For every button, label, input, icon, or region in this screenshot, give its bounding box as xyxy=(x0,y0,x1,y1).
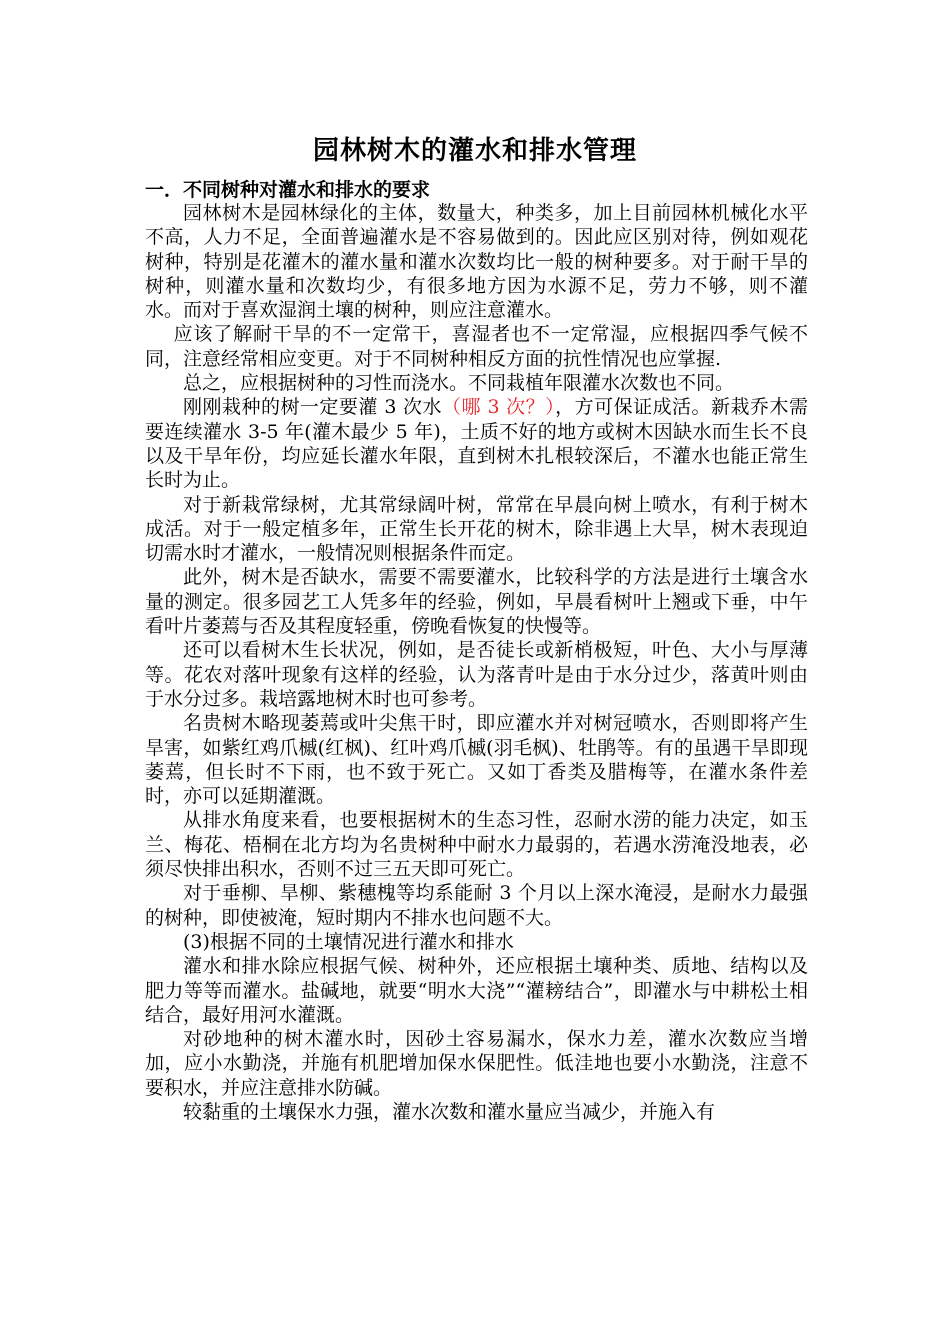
paragraph-4-start: 刚刚栽种的树一定要灌 3 次水 xyxy=(183,396,443,419)
paragraph-5: 对于新栽常绿树，尤其常绿阔叶树，常常在早晨向树上喷水，有利于树木成活。对于一般定植多年，正常生长开花的树木，除非遇上大旱，树木表现迫切需水时才灌水，一般情况则根据条件而定。 xyxy=(145,493,808,565)
paragraph-2: 应该了解耐干旱的不一定常干，喜湿者也不一定常湿，应根据四季气候不同，注意经常相应变更。对于不同树种相反方面的抗性情况也应掌握. xyxy=(145,323,808,370)
document-body xyxy=(145,201,808,1124)
paragraph-8: 名贵树木略现萎蔫或叶尖焦干时，即应灌水并对树冠喷水，否则即将产生旱害，如紫红鸡爪槭(红枫)、红叶鸡爪槭(羽毛枫)、牡鹃等。有的虽遇干旱即现萎蔫，但长时不下雨，也不致于死亡。又如丁香类及腊梅等，在灌水条件差时，亦可以延期灌溉。 xyxy=(145,712,808,808)
paragraph-9: 从排水角度来看，也要根据树木的生态习性，忍耐水涝的能力决定，如玉兰、梅花、梧桐在北方均为名贵树种中耐水力最弱的，若遇水涝淹没地表，必须尽快排出积水，否则不过三五天即可死亡。 xyxy=(145,809,808,881)
paragraph-13: 较黏重的土壤保水力强，灌水次数和灌水量应当减少，并施入有 xyxy=(183,1100,716,1123)
question-annotation: （哪 3 次？） xyxy=(442,396,556,419)
paragraph-10: 对于垂柳、旱柳、紫穗槐等均系能耐 3 个月以上深水淹浸，是耐水力最强的树种，即使被淹，短时期内不排水也问题不大。 xyxy=(145,882,808,929)
subheading-3: (3)根据不同的土壤情况进行灌水和排水 xyxy=(183,930,514,953)
paragraph-1: 园林树木是园林绿化的主体，数量大，种类多，加上目前园林机械化水平不高，人力不足，全面普遍灌水是不容易做到的。因此应区别对待，例如观花树种，特别是花灌木的灌水量和灌水次数均比一般的树种要多。对于耐干旱的树种，则灌水量和次数均少，有很多地方因为水源不足，劳力不够，则不灌水。而对于喜欢湿润土壤的树种，则应注意灌水。 xyxy=(145,202,808,322)
paragraph-7: 还可以看树木生长状况，例如，是否徒长或新梢极短，叶色、大小与厚薄等。花农对落叶现象有这样的经验，认为落青叶是由于水分过少，落黄叶则由于水分过多。栽培露地树木时也可参考。 xyxy=(145,639,808,710)
paragraph-11: 灌水和排水除应根据气候、树种外，还应根据土壤种类、质地、结构以及肥力等等而灌水。盐碱地，就要“明水大浇”“灌耪结合”，即灌水与中耕松土相结合，最好用河水灌溉。 xyxy=(145,955,808,1026)
paragraph-12: 对砂地种的树木灌水时，因砂土容易漏水，保水力差，灌水次数应当增加，应小水勤浇，并施有机肥增加保水保肥性。低洼地也要小水勤浇，注意不要积水，并应注意排水防碱。 xyxy=(145,1028,808,1099)
paragraph-6: 此外，树木是否缺水，需要不需要灌水，比较科学的方法是进行土壤含水量的测定。很多园艺工人凭多年的经验，例如，早晨看树叶上翘或下垂，中午看叶片萎蔫与否及其程度轻重，傍晚看恢复的快慢等。 xyxy=(145,566,808,638)
section-heading: 一．不同树种对灌水和排水的要求 xyxy=(145,179,431,201)
document-title: 园林树木的灌水和排水管理 xyxy=(312,136,637,166)
paragraph-4-rest: ，方可保证成活。新栽乔木需要连续灌水 3-5 年(灌木最少 5 年)，土质不好的地方或树木因缺水而生长不良以及干旱年份，均应延长灌水年限，直到树木扎根较深后，不灌水也能正常生长时为止。 xyxy=(145,396,808,492)
paragraph-3: 总之，应根据树种的习性而浇水。不同栽植年限灌水次数也不同。 xyxy=(183,372,735,395)
paragraph-4 xyxy=(145,395,808,492)
